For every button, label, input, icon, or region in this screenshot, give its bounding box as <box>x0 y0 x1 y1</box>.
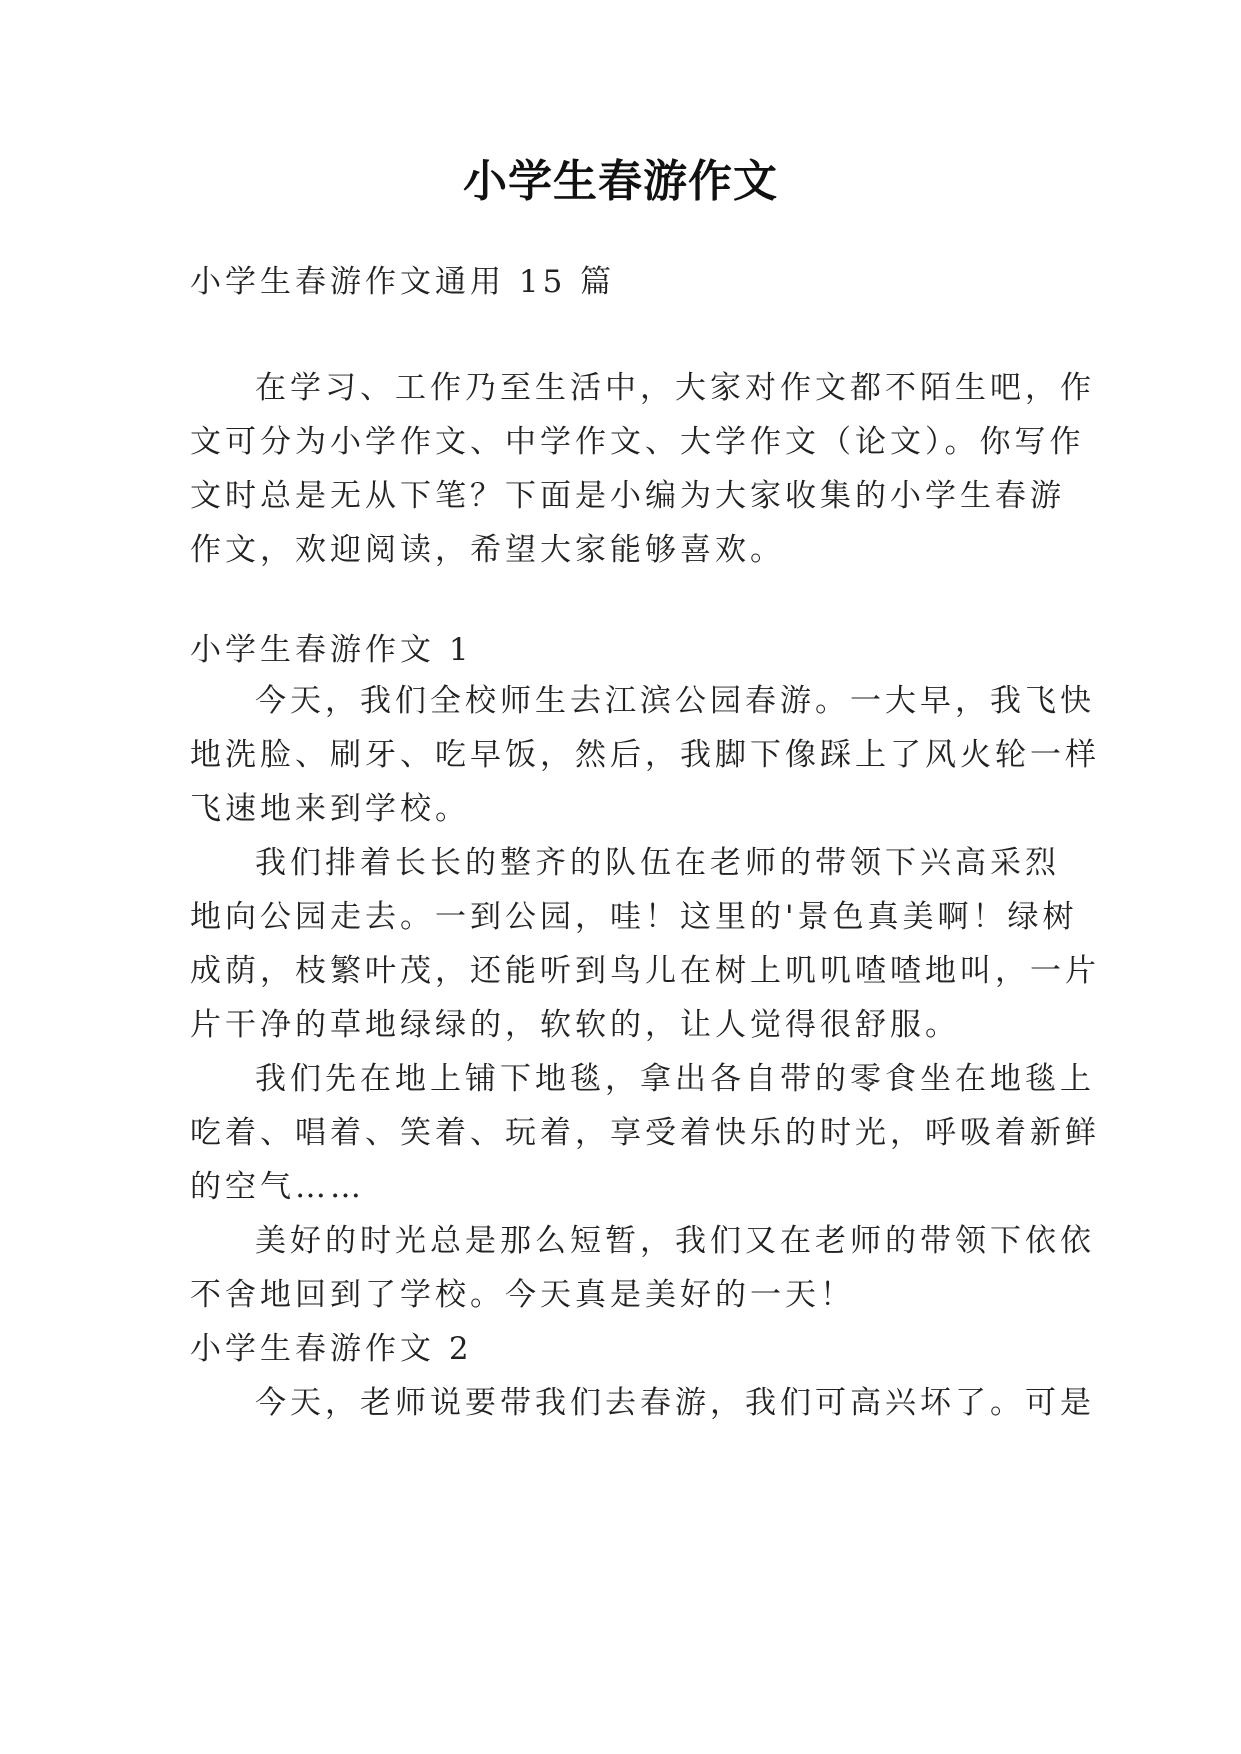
paragraph-line: 今天，我们全校师生去江滨公园春游。一大早，我飞快 <box>255 683 1095 719</box>
paragraph-line: 不舍地回到了学校。今天真是美好的一天！ <box>190 1277 855 1313</box>
paragraph-line: 美好的时光总是那么短暂，我们又在老师的带领下依依 <box>255 1223 1095 1259</box>
paragraph-line: 我们先在地上铺下地毯，拿出各自带的零食坐在地毯上 <box>255 1061 1095 1097</box>
document-title: 小学生春游作文 <box>463 156 778 207</box>
paragraph-line: 成荫，枝繁叶茂，还能听到鸟儿在树上叽叽喳喳地叫，一片 <box>190 953 1100 989</box>
intro-line: 作文，欢迎阅读，希望大家能够喜欢。 <box>190 532 785 568</box>
paragraph-line: 吃着、唱着、笑着、玩着，享受着快乐的时光，呼吸着新鲜 <box>190 1115 1100 1151</box>
paragraph-line: 的空气…… <box>190 1169 365 1205</box>
document-subtitle: 小学生春游作文通用 15 篇 <box>190 264 616 300</box>
intro-line: 文时总是无从下笔？下面是小编为大家收集的小学生春游 <box>190 478 1065 514</box>
intro-line: 在学习、工作乃至生活中，大家对作文都不陌生吧，作 <box>255 370 1095 406</box>
essay-heading: 小学生春游作文 1 <box>190 632 473 668</box>
paragraph-line: 地向公园走去。一到公园，哇！这里的'景色真美啊！绿树 <box>190 899 1078 935</box>
paragraph-line: 片干净的草地绿绿的，软软的，让人觉得很舒服。 <box>190 1007 960 1043</box>
intro-line: 文可分为小学作文、中学作文、大学作文（论文）。你写作 <box>190 424 1085 460</box>
paragraph-line: 地洗脸、刷牙、吃早饭，然后，我脚下像踩上了风火轮一样 <box>190 737 1100 773</box>
paragraph-line: 今天，老师说要带我们去春游，我们可高兴坏了。可是 <box>255 1385 1095 1421</box>
essay-heading: 小学生春游作文 2 <box>190 1331 473 1367</box>
paragraph-line: 飞速地来到学校。 <box>190 791 470 827</box>
paragraph-line: 我们排着长长的整齐的队伍在老师的带领下兴高采烈 <box>255 845 1060 881</box>
